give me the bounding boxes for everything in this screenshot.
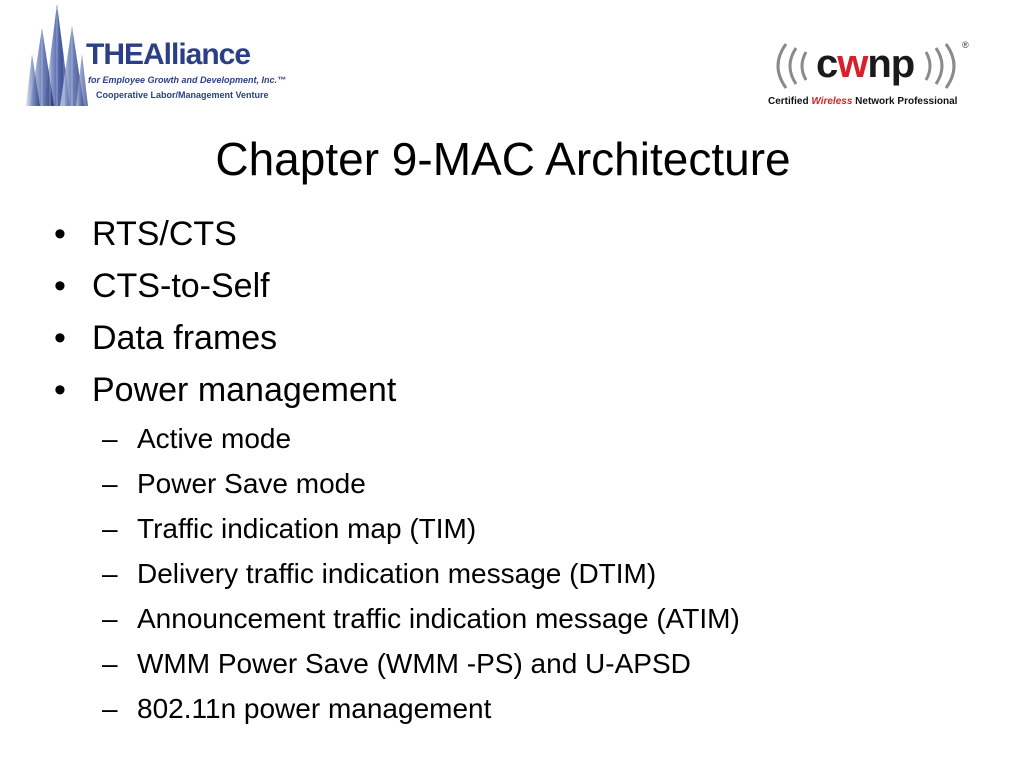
- bullet-text: CTS-to-Self: [92, 267, 270, 305]
- cwnp-sub-wireless: Wireless: [811, 96, 853, 107]
- bullet-marker: •: [54, 267, 66, 305]
- cwnp-sub-suffix: Network Professional: [852, 96, 958, 107]
- sub-bullet-text: Power Save mode: [137, 468, 366, 499]
- mountain-peaks-icon: [26, 4, 88, 106]
- sub-item-80211n-power-management: [54, 686, 740, 731]
- bullet-item-rts-cts: [54, 208, 740, 260]
- sub-bullet-text: Delivery traffic indication message (DTIM): [137, 558, 657, 589]
- sub-bullet-marker: –: [102, 423, 118, 454]
- cwnp-letter-c: c: [816, 42, 838, 86]
- sub-bullet-marker: –: [102, 468, 118, 499]
- cwnp-letter-w: w: [837, 42, 868, 86]
- cwnp-logo: [764, 40, 974, 112]
- sub-bullet-text: Active mode: [137, 423, 292, 454]
- sub-item-active-mode: [54, 416, 740, 461]
- bullet-text: RTS/CTS: [92, 215, 237, 253]
- sub-bullet-text: WMM Power Save (WMM -PS) and U-APSD: [137, 648, 691, 679]
- sub-item-tim: [54, 506, 740, 551]
- bullet-marker: •: [54, 371, 66, 409]
- sub-item-dtim: [54, 551, 740, 596]
- sub-bullet-marker: –: [102, 693, 118, 724]
- bullet-text: Power management: [92, 371, 397, 409]
- slide-title: Chapter 9-MAC Architecture: [215, 133, 791, 185]
- bullet-item-data-frames: [54, 312, 740, 364]
- sub-bullet-marker: –: [102, 558, 118, 589]
- cwnp-subtitle: [768, 96, 957, 107]
- sub-item-wmm-power-save: [54, 641, 740, 686]
- bullet-marker: •: [54, 215, 66, 253]
- sub-bullet-marker: –: [102, 603, 118, 634]
- alliance-subline: Cooperative Labor/Management Venture: [96, 90, 269, 100]
- sub-bullet-marker: –: [102, 648, 118, 679]
- alliance-logo: [26, 4, 286, 108]
- sub-bullet-group: [54, 416, 740, 731]
- registered-mark: ®: [962, 40, 969, 50]
- bullet-text: Data frames: [92, 319, 278, 357]
- sub-bullet-marker: –: [102, 513, 118, 544]
- sub-bullet-text: Announcement traffic indication message (ATIM): [137, 603, 740, 634]
- cwnp-sub-prefix: Certified: [768, 96, 812, 107]
- sub-bullet-text: 802.11n power management: [137, 693, 492, 724]
- bullet-item-cts-to-self: [54, 260, 740, 312]
- cwnp-letters-np: np: [867, 42, 915, 86]
- sub-bullet-text: Traffic indication map (TIM): [137, 513, 477, 544]
- sub-bullet-list: [54, 416, 740, 731]
- cwnp-wordmark: [816, 42, 914, 86]
- bullet-list: [54, 208, 740, 731]
- sub-item-power-save-mode: [54, 461, 740, 506]
- alliance-wordmark: THEAlliance: [86, 38, 251, 71]
- alliance-tagline: for Employee Growth and Development, Inc.™: [88, 75, 287, 85]
- sub-item-atim: [54, 596, 740, 641]
- bullet-marker: •: [54, 319, 66, 357]
- bullet-item-power-management: [54, 364, 740, 416]
